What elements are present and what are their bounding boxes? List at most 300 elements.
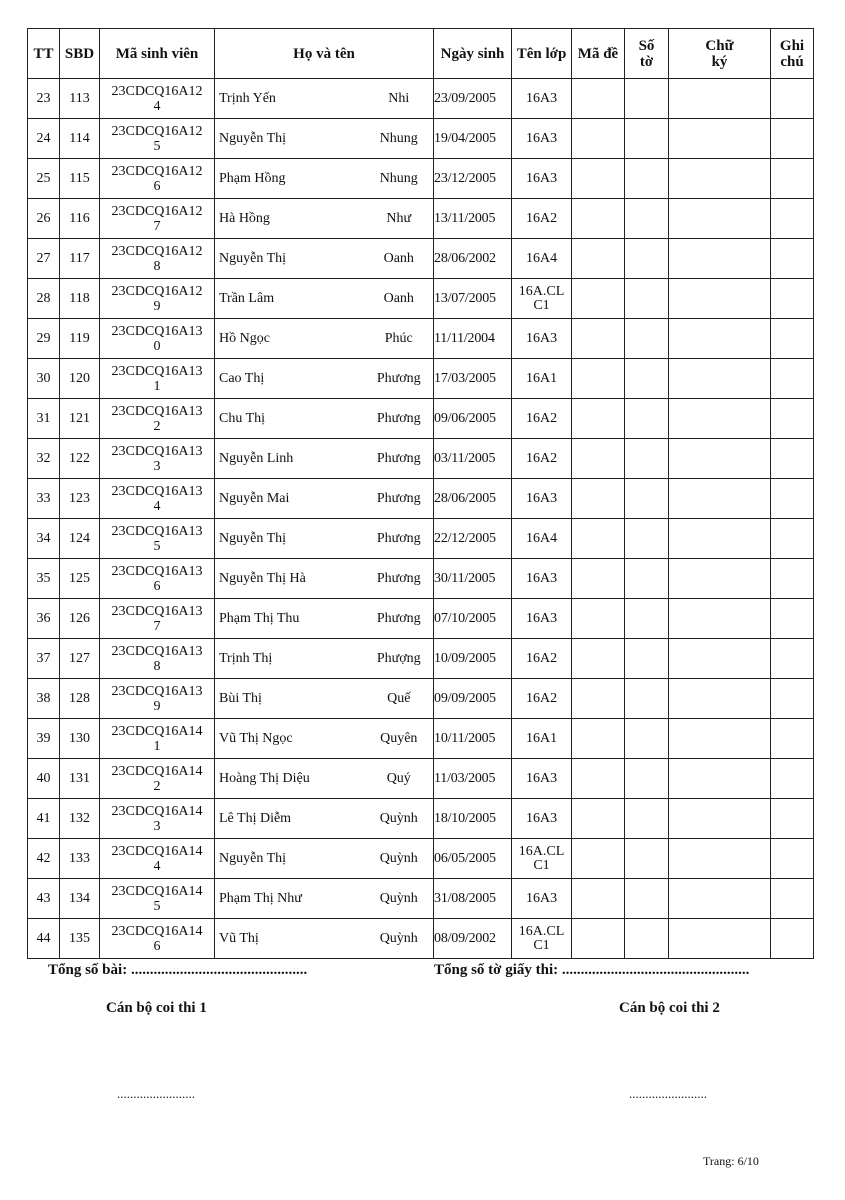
class-line-1: 16A3 <box>525 130 558 146</box>
cell-sheets[interactable] <box>625 159 669 199</box>
cell-sbd: 132 <box>60 799 100 839</box>
cell-student-id <box>100 159 215 199</box>
student-id-line-1: 23CDCQ16A13 <box>111 443 203 459</box>
cell-given-name: Như <box>365 199 434 239</box>
cell-surname: Chu Thị <box>215 399 365 439</box>
cell-note[interactable] <box>771 239 814 279</box>
cell-student-id <box>100 519 215 559</box>
class-line-1: 16A2 <box>525 450 558 466</box>
cell-sheets[interactable] <box>625 839 669 879</box>
proctor-2-signature-line: ........................ <box>629 1086 707 1101</box>
cell-sheets[interactable] <box>625 279 669 319</box>
cell-sbd: 115 <box>60 159 100 199</box>
class-line-1: 16A3 <box>525 490 558 506</box>
cell-student-id <box>100 319 215 359</box>
cell-exam-code[interactable] <box>572 119 625 159</box>
header-exam-code: Mã đề <box>572 29 625 79</box>
cell-surname: Trịnh Yến <box>215 79 365 119</box>
cell-surname: Hồ Ngọc <box>215 319 365 359</box>
student-id-line-1: 23CDCQ16A14 <box>111 723 203 739</box>
cell-given-name: Phương <box>365 359 434 399</box>
cell-exam-code[interactable] <box>572 519 625 559</box>
cell-dob: 06/05/2005 <box>434 839 512 879</box>
cell-signature[interactable] <box>669 519 771 559</box>
student-id-line-1: 23CDCQ16A13 <box>111 643 203 659</box>
cell-note[interactable] <box>771 319 814 359</box>
header-signature: Chữ ký <box>669 29 771 79</box>
cell-class <box>512 679 572 719</box>
cell-signature[interactable] <box>669 359 771 399</box>
cell-tt: 35 <box>28 559 60 599</box>
cell-tt: 43 <box>28 879 60 919</box>
cell-signature[interactable] <box>669 79 771 119</box>
student-id-line-1: 23CDCQ16A13 <box>111 363 203 379</box>
cell-sheets[interactable] <box>625 239 669 279</box>
cell-dob: 08/09/2002 <box>434 919 512 959</box>
cell-signature[interactable] <box>669 319 771 359</box>
class-line-1: 16A1 <box>525 370 558 386</box>
cell-given-name: Oanh <box>365 239 434 279</box>
cell-exam-code[interactable] <box>572 719 625 759</box>
cell-student-id <box>100 919 215 959</box>
cell-sbd: 118 <box>60 279 100 319</box>
table-row <box>28 599 814 639</box>
cell-tt: 23 <box>28 79 60 119</box>
cell-note[interactable] <box>771 79 814 119</box>
cell-exam-code[interactable] <box>572 79 625 119</box>
cell-surname: Vũ Thị <box>215 919 365 959</box>
cell-sheets[interactable] <box>625 599 669 639</box>
cell-note[interactable] <box>771 439 814 479</box>
cell-exam-code[interactable] <box>572 359 625 399</box>
proctor-1-label: Cán bộ coi thi 1 <box>106 1000 207 1016</box>
cell-sbd: 121 <box>60 399 100 439</box>
cell-class <box>512 639 572 679</box>
cell-exam-code[interactable] <box>572 599 625 639</box>
cell-sbd: 135 <box>60 919 100 959</box>
cell-class <box>512 799 572 839</box>
cell-student-id <box>100 439 215 479</box>
cell-note[interactable] <box>771 399 814 439</box>
cell-exam-code[interactable] <box>572 759 625 799</box>
table-row <box>28 479 814 519</box>
table-row <box>28 359 814 399</box>
cell-given-name: Phương <box>365 439 434 479</box>
student-id-line-2: 7 <box>153 218 161 234</box>
cell-student-id <box>100 279 215 319</box>
cell-signature[interactable] <box>669 279 771 319</box>
cell-signature[interactable] <box>669 479 771 519</box>
cell-tt: 28 <box>28 279 60 319</box>
cell-given-name: Quyên <box>365 719 434 759</box>
cell-given-name: Phúc <box>365 319 434 359</box>
cell-class <box>512 79 572 119</box>
cell-note[interactable] <box>771 879 814 919</box>
student-id-line-2: 4 <box>153 98 161 114</box>
cell-given-name: Phương <box>365 479 434 519</box>
student-id-line-1: 23CDCQ16A12 <box>111 163 203 179</box>
cell-given-name: Quỳnh <box>365 799 434 839</box>
cell-note[interactable] <box>771 479 814 519</box>
cell-surname: Lê Thị Diễm <box>215 799 365 839</box>
cell-note[interactable] <box>771 359 814 399</box>
cell-tt: 37 <box>28 639 60 679</box>
cell-note[interactable] <box>771 599 814 639</box>
cell-surname: Nguyễn Mai <box>215 479 365 519</box>
cell-class <box>512 159 572 199</box>
student-id-line-1: 23CDCQ16A14 <box>111 763 203 779</box>
table-row <box>28 839 814 879</box>
cell-class <box>512 559 572 599</box>
cell-surname: Hoàng Thị Diệu <box>215 759 365 799</box>
class-line-1: 16A2 <box>525 210 558 226</box>
cell-dob: 07/10/2005 <box>434 599 512 639</box>
cell-exam-code[interactable] <box>572 839 625 879</box>
cell-exam-code[interactable] <box>572 919 625 959</box>
cell-sheets[interactable] <box>625 479 669 519</box>
student-id-line-2: 4 <box>153 498 161 514</box>
class-line-1: 16A3 <box>525 570 558 586</box>
cell-class <box>512 479 572 519</box>
cell-sheets[interactable] <box>625 199 669 239</box>
cell-signature[interactable] <box>669 399 771 439</box>
header-sbd: SBD <box>60 29 100 79</box>
cell-note[interactable] <box>771 519 814 559</box>
table-row <box>28 279 814 319</box>
cell-dob: 23/12/2005 <box>434 159 512 199</box>
cell-given-name: Phương <box>365 399 434 439</box>
class-line-1: 16A.CL <box>518 843 565 859</box>
cell-note[interactable] <box>771 279 814 319</box>
cell-student-id <box>100 239 215 279</box>
cell-sheets[interactable] <box>625 719 669 759</box>
cell-class <box>512 879 572 919</box>
cell-sbd: 131 <box>60 759 100 799</box>
class-line-1: 16A4 <box>525 530 558 546</box>
cell-signature[interactable] <box>669 639 771 679</box>
cell-class <box>512 839 572 879</box>
cell-exam-code[interactable] <box>572 799 625 839</box>
cell-class <box>512 359 572 399</box>
cell-note[interactable] <box>771 839 814 879</box>
cell-student-id <box>100 679 215 719</box>
student-id-line-1: 23CDCQ16A14 <box>111 803 203 819</box>
cell-sheets[interactable] <box>625 799 669 839</box>
student-id-line-2: 1 <box>153 738 161 754</box>
table-row <box>28 919 814 959</box>
cell-tt: 31 <box>28 399 60 439</box>
cell-student-id <box>100 839 215 879</box>
student-id-line-2: 9 <box>153 298 161 314</box>
table-row <box>28 199 814 239</box>
class-line-1: 16A3 <box>525 810 558 826</box>
cell-sbd: 124 <box>60 519 100 559</box>
cell-surname: Phạm Thị Như <box>215 879 365 919</box>
cell-tt: 27 <box>28 239 60 279</box>
cell-given-name: Phương <box>365 559 434 599</box>
cell-surname: Phạm Hồng <box>215 159 365 199</box>
table-row <box>28 879 814 919</box>
cell-exam-code[interactable] <box>572 319 625 359</box>
cell-note[interactable] <box>771 919 814 959</box>
cell-sheets[interactable] <box>625 359 669 399</box>
cell-tt: 38 <box>28 679 60 719</box>
cell-tt: 30 <box>28 359 60 399</box>
cell-surname: Bùi Thị <box>215 679 365 719</box>
cell-exam-code[interactable] <box>572 439 625 479</box>
cell-tt: 40 <box>28 759 60 799</box>
cell-surname: Nguyễn Thị <box>215 239 365 279</box>
class-line-1: 16A2 <box>525 410 558 426</box>
cell-student-id <box>100 79 215 119</box>
cell-dob: 17/03/2005 <box>434 359 512 399</box>
cell-exam-code[interactable] <box>572 679 625 719</box>
table-row <box>28 79 814 119</box>
cell-signature[interactable] <box>669 919 771 959</box>
student-id-line-1: 23CDCQ16A12 <box>111 83 203 99</box>
table-row <box>28 519 814 559</box>
cell-signature[interactable] <box>669 159 771 199</box>
cell-signature[interactable] <box>669 759 771 799</box>
table-row <box>28 679 814 719</box>
table-row <box>28 119 814 159</box>
cell-sheets[interactable] <box>625 79 669 119</box>
class-line-1: 16A3 <box>525 90 558 106</box>
cell-given-name: Quỳnh <box>365 839 434 879</box>
cell-student-id <box>100 799 215 839</box>
cell-sbd: 119 <box>60 319 100 359</box>
cell-exam-code[interactable] <box>572 559 625 599</box>
student-id-line-1: 23CDCQ16A12 <box>111 243 203 259</box>
header-dob: Ngày sinh <box>434 29 512 79</box>
cell-surname: Nguyễn Linh <box>215 439 365 479</box>
cell-sheets[interactable] <box>625 559 669 599</box>
cell-signature[interactable] <box>669 799 771 839</box>
cell-note[interactable] <box>771 639 814 679</box>
cell-surname: Nguyễn Thị <box>215 519 365 559</box>
cell-student-id <box>100 719 215 759</box>
table-row <box>28 559 814 599</box>
student-roster-table <box>27 28 814 959</box>
cell-signature[interactable] <box>669 439 771 479</box>
cell-tt: 32 <box>28 439 60 479</box>
cell-student-id <box>100 559 215 599</box>
cell-note[interactable] <box>771 719 814 759</box>
class-line-1: 16A3 <box>525 170 558 186</box>
class-line-1: 16A.CL <box>518 283 565 299</box>
cell-surname: Nguyễn Thị <box>215 839 365 879</box>
class-line-1: 16A1 <box>525 730 558 746</box>
cell-sheets[interactable] <box>625 759 669 799</box>
cell-dob: 22/12/2005 <box>434 519 512 559</box>
cell-note[interactable] <box>771 119 814 159</box>
cell-sbd: 130 <box>60 719 100 759</box>
proctor-2-label: Cán bộ coi thi 2 <box>619 1000 720 1016</box>
cell-dob: 13/07/2005 <box>434 279 512 319</box>
cell-dob: 31/08/2005 <box>434 879 512 919</box>
cell-surname: Trịnh Thị <box>215 639 365 679</box>
cell-class <box>512 719 572 759</box>
student-id-line-1: 23CDCQ16A14 <box>111 923 203 939</box>
cell-exam-code[interactable] <box>572 159 625 199</box>
cell-dob: 10/11/2005 <box>434 719 512 759</box>
cell-signature[interactable] <box>669 719 771 759</box>
table-header-row <box>28 29 814 79</box>
student-id-line-2: 3 <box>153 818 161 834</box>
cell-sheets[interactable] <box>625 879 669 919</box>
cell-student-id <box>100 479 215 519</box>
cell-surname: Vũ Thị Ngọc <box>215 719 365 759</box>
page-number: Trang: 6/10 <box>703 1154 759 1168</box>
cell-exam-code[interactable] <box>572 479 625 519</box>
student-id-line-1: 23CDCQ16A13 <box>111 403 203 419</box>
cell-dob: 11/03/2005 <box>434 759 512 799</box>
cell-dob: 09/06/2005 <box>434 399 512 439</box>
table-row <box>28 399 814 439</box>
cell-sheets[interactable] <box>625 319 669 359</box>
cell-given-name: Nhung <box>365 119 434 159</box>
student-id-line-2: 8 <box>153 258 161 274</box>
cell-tt: 44 <box>28 919 60 959</box>
student-id-line-2: 3 <box>153 458 161 474</box>
cell-exam-code[interactable] <box>572 279 625 319</box>
total-papers: Tổng số bài: ............................................... <box>48 962 308 978</box>
cell-tt: 33 <box>28 479 60 519</box>
cell-student-id <box>100 639 215 679</box>
cell-given-name: Quỳnh <box>365 919 434 959</box>
class-line-1: 16A3 <box>525 610 558 626</box>
cell-tt: 24 <box>28 119 60 159</box>
cell-dob: 03/11/2005 <box>434 439 512 479</box>
student-id-line-2: 5 <box>153 898 161 914</box>
table-row <box>28 159 814 199</box>
cell-class <box>512 519 572 559</box>
cell-sbd: 122 <box>60 439 100 479</box>
student-id-line-2: 7 <box>153 618 161 634</box>
roster-body <box>28 79 814 959</box>
table-row <box>28 319 814 359</box>
cell-student-id <box>100 399 215 439</box>
cell-signature[interactable] <box>669 879 771 919</box>
cell-dob: 18/10/2005 <box>434 799 512 839</box>
class-line-1: 16A3 <box>525 890 558 906</box>
header-student-id: Mã sinh viên <box>100 29 215 79</box>
cell-signature[interactable] <box>669 119 771 159</box>
cell-sbd: 127 <box>60 639 100 679</box>
header-class: Tên lớp <box>512 29 572 79</box>
cell-class <box>512 279 572 319</box>
cell-note[interactable] <box>771 559 814 599</box>
student-id-line-1: 23CDCQ16A14 <box>111 843 203 859</box>
cell-class <box>512 439 572 479</box>
cell-class <box>512 319 572 359</box>
cell-sbd: 116 <box>60 199 100 239</box>
table-row <box>28 239 814 279</box>
cell-sbd: 113 <box>60 79 100 119</box>
cell-signature[interactable] <box>669 239 771 279</box>
cell-sheets[interactable] <box>625 919 669 959</box>
cell-sheets[interactable] <box>625 679 669 719</box>
cell-class <box>512 759 572 799</box>
cell-class <box>512 199 572 239</box>
cell-sbd: 125 <box>60 559 100 599</box>
student-id-line-2: 0 <box>153 338 161 354</box>
header-note: Ghi chú <box>771 29 814 79</box>
student-id-line-2: 8 <box>153 658 161 674</box>
cell-note[interactable] <box>771 199 814 239</box>
cell-student-id <box>100 879 215 919</box>
cell-exam-code[interactable] <box>572 399 625 439</box>
cell-class <box>512 399 572 439</box>
cell-sbd: 134 <box>60 879 100 919</box>
cell-class <box>512 119 572 159</box>
cell-exam-code[interactable] <box>572 879 625 919</box>
cell-sbd: 128 <box>60 679 100 719</box>
cell-dob: 10/09/2005 <box>434 639 512 679</box>
cell-given-name: Nhung <box>365 159 434 199</box>
student-id-line-1: 23CDCQ16A13 <box>111 603 203 619</box>
class-line-2: C1 <box>533 937 550 953</box>
cell-dob: 11/11/2004 <box>434 319 512 359</box>
cell-exam-code[interactable] <box>572 199 625 239</box>
cell-signature[interactable] <box>669 679 771 719</box>
student-id-line-2: 6 <box>153 178 161 194</box>
student-id-line-2: 4 <box>153 858 161 874</box>
cell-given-name: Phượng <box>365 639 434 679</box>
cell-sheets[interactable] <box>625 639 669 679</box>
cell-note[interactable] <box>771 799 814 839</box>
cell-signature[interactable] <box>669 839 771 879</box>
proctor-1-signature-line: ........................ <box>117 1086 195 1101</box>
header-sheets: Số tờ <box>625 29 669 79</box>
cell-sbd: 123 <box>60 479 100 519</box>
cell-student-id <box>100 599 215 639</box>
class-line-2: C1 <box>533 297 550 313</box>
cell-signature[interactable] <box>669 599 771 639</box>
cell-sbd: 114 <box>60 119 100 159</box>
cell-exam-code[interactable] <box>572 239 625 279</box>
student-id-line-2: 2 <box>153 778 161 794</box>
student-id-line-1: 23CDCQ16A13 <box>111 523 203 539</box>
table-row <box>28 719 814 759</box>
cell-signature[interactable] <box>669 559 771 599</box>
cell-tt: 39 <box>28 719 60 759</box>
cell-sheets[interactable] <box>625 119 669 159</box>
cell-tt: 26 <box>28 199 60 239</box>
cell-given-name: Nhi <box>365 79 434 119</box>
cell-note[interactable] <box>771 759 814 799</box>
cell-sbd: 126 <box>60 599 100 639</box>
cell-note[interactable] <box>771 679 814 719</box>
cell-given-name: Phương <box>365 599 434 639</box>
cell-note[interactable] <box>771 159 814 199</box>
cell-sbd: 120 <box>60 359 100 399</box>
class-line-1: 16A.CL <box>518 923 565 939</box>
cell-sheets[interactable] <box>625 519 669 559</box>
cell-class <box>512 919 572 959</box>
class-line-1: 16A2 <box>525 690 558 706</box>
class-line-1: 16A3 <box>525 770 558 786</box>
cell-surname: Nguyễn Thị <box>215 119 365 159</box>
cell-signature[interactable] <box>669 199 771 239</box>
cell-exam-code[interactable] <box>572 639 625 679</box>
student-id-line-2: 9 <box>153 698 161 714</box>
cell-sheets[interactable] <box>625 439 669 479</box>
cell-sheets[interactable] <box>625 399 669 439</box>
cell-dob: 28/06/2002 <box>434 239 512 279</box>
cell-class <box>512 239 572 279</box>
total-sheets: Tổng số tờ giấy thi: .................................................. <box>434 962 750 978</box>
